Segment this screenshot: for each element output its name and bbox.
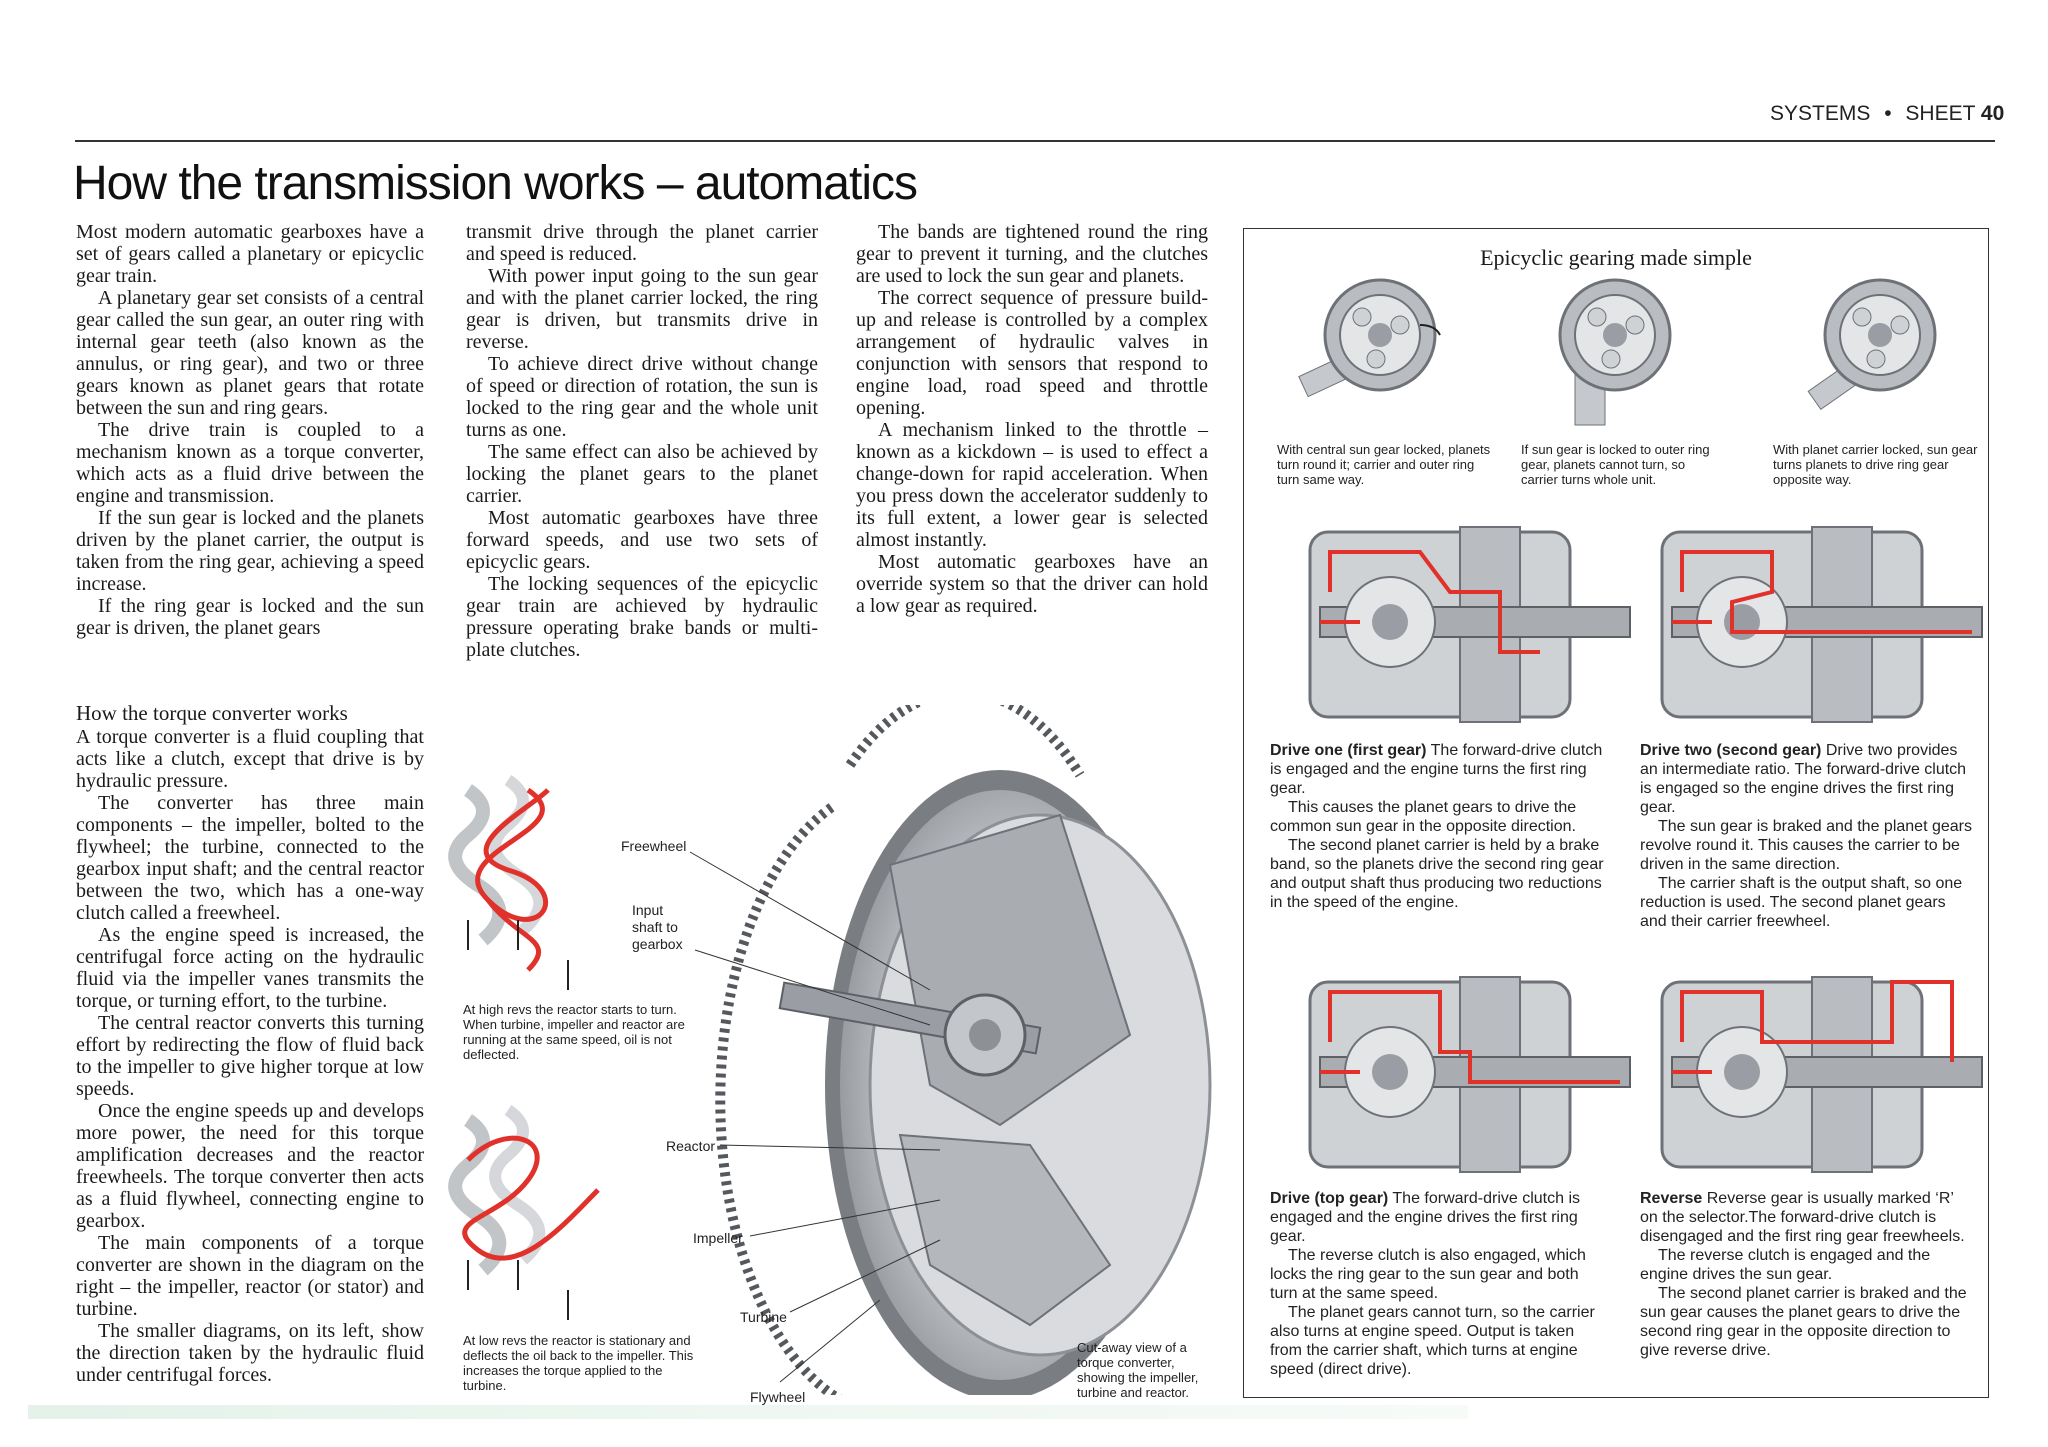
fluid-flow-high-revs-diagram [448,770,638,1000]
label-input-shaft: Input shaft to gearbox [632,902,683,952]
paragraph: If the ring gear is locked and the sun gear is driven, the planet gears [76,595,424,639]
paragraph: A planetary gear set consists of a central gear called the sun gear, an outer ring with internal gear teeth (also known as the annulus, or ring gear), and two or three gears known as planet gears that rotate between the sun and ring gears. [76,287,424,419]
caption-sun-ring-locked: If sun gear is locked to outer ring gear, planets cannot turn, so carrier turns whole unit. [1521,442,1710,487]
paragraph: The central reactor converts this turning effort by redirecting the flow of fluid back to the impeller to give higher torque at low speeds. [76,1012,424,1100]
paragraph: A mechanism linked to the throttle – known as a kickdown – is used to effect a change-down for rapid acceleration. When you press down the accelerator suddenly to its full extent, a lower gear is selected almost instantly. [856,419,1208,551]
reverse-text: The second planet carrier is braked and the sun gear causes the planet gears to drive the second ring gear in the opposite direction to give reverse drive. [1640,1285,1967,1359]
sheet-header [1770,102,2004,126]
gearbox-diagram-reverse [1652,962,1992,1182]
gear-illustration-carrier-locked [1770,265,1970,430]
gearbox-diagram-drive-two [1652,512,1992,732]
label-impeller: Impeller [693,1230,743,1246]
reverse-caption [1640,1189,1975,1360]
gear-illustration-sun-locked [1290,265,1490,430]
drive-two-caption [1640,741,1975,931]
torque-converter-text [76,702,424,1386]
paragraph: transmit drive through the planet carrier and speed is reduced. [466,221,818,265]
section-label: SYSTEMS [1770,102,1871,125]
drive-one-text: This causes the planet gears to drive the common sun gear in the opposite direction. [1270,799,1577,835]
drive-one-text: The second planet carrier is held by a brake band, so the planets drive the second ring gear and output shaft thus producing two reductions in the speed of the engine. [1270,837,1604,911]
paragraph: The converter has three main components – the impeller, bolted to the flywheel; the turbine, connected to the gearbox input shaft; and the central reactor between the two, which has a one-way clutch called a freewheel. [76,792,424,924]
drive-one-text: The forward-drive clutch is engaged and the engine turns the first ring gear. [1270,742,1603,797]
paragraph: The main components of a torque converter are shown in the diagram on the right – the impeller, reactor (or stator) and turbine. [76,1232,424,1320]
page-title: How the transmission works – automatics [73,157,917,210]
text-column-2 [466,221,818,661]
caption-cutaway: Cut-away view of a torque converter, showing the impeller, turbine and reactor. [1077,1340,1199,1400]
paragraph: If the sun gear is locked and the planets driven by the planet carrier, the output is taken from the ring gear, achieving a speed increase. [76,507,424,595]
top-gear-caption [1270,1189,1610,1379]
paragraph: The same effect can also be achieved by locking the planet gears to the planet carrier. [466,441,818,507]
label-freewheel: Freewheel [621,838,687,854]
paragraph: The smaller diagrams, on its left, show the direction taken by the hydraulic fluid under centrifugal forces. [76,1320,424,1386]
drive-two-title: Drive two (second gear) [1640,742,1822,759]
top-gear-text: The reverse clutch is also engaged, which locks the ring gear to the sun gear and both turn at the same speed. [1270,1247,1586,1302]
gearbox-diagram-top-gear [1300,962,1640,1182]
gearbox-diagram-drive-one [1300,512,1640,732]
sheet-label: SHEET [1905,102,1976,125]
paragraph: A torque converter is a fluid coupling that acts like a clutch, except that drive is by hydraulic pressure. [76,726,424,792]
paragraph: Most modern automatic gearboxes have a set of gears called a planetary or epicyclic gear train. [76,221,424,287]
caption-sun-locked: With central sun gear locked, planets turn round it; carrier and outer ring turn same way. [1277,442,1491,487]
drive-one-title: Drive one (first gear) [1270,742,1427,759]
paragraph: The locking sequences of the epicyclic gear train are achieved by hydraulic pressure operating brake bands or multi-plate clutches. [466,573,818,661]
reverse-text: Reverse gear is usually marked ‘R’ on the selector.The forward-drive clutch is disengaged and the first ring gear freewheels. [1640,1190,1965,1245]
paragraph: The bands are tightened round the ring gear to prevent it turning, and the clutches are used to lock the sun gear and planets. [856,221,1208,287]
drive-one-caption [1270,741,1610,912]
drive-two-text: The carrier shaft is the output shaft, so one reduction is used. The second planet gears and their carrier freewheel. [1640,875,1963,930]
top-gear-title: Drive (top gear) [1270,1190,1389,1207]
paragraph: Once the engine speeds up and develops more power, the need for this torque amplification decreases and the reactor freewheels. The torque converter then acts as a fluid flywheel, connecting engine to gearbox. [76,1100,424,1232]
paragraph: Most automatic gearboxes have an override system so that the driver can hold a low gear as required. [856,551,1208,617]
caption-high-revs: At high revs the reactor starts to turn. When turbine, impeller and reactor are running at the same speed, oil is not deflected. [463,1002,685,1062]
paragraph: Most automatic gearboxes have three forward speeds, and use two sets of epicyclic gears. [466,507,818,573]
paragraph: As the engine speed is increased, the centrifugal force acting on the hydraulic fluid via the impeller vanes transmits the torque, or turning effort, to the turbine. [76,924,424,1012]
text-column-1 [76,221,424,639]
torque-heading: How the torque converter works [76,701,348,725]
top-gear-text: The planet gears cannot turn, so the carrier also turns at engine speed. Output is taken from the carrier shaft, which turns at engine speed (direct drive). [1270,1304,1595,1378]
paragraph: The drive train is coupled to a mechanism known as a torque converter, which acts as a fluid drive between the engine and transmission. [76,419,424,507]
fluid-flow-low-revs-diagram [448,1100,638,1330]
sheet-number: 40 [1980,102,2005,125]
header-separator: • [1884,102,1892,125]
reverse-title: Reverse [1640,1190,1703,1207]
header-rule [75,140,1995,142]
drive-two-text: Drive two provides an intermediate ratio. The forward-drive clutch is engaged so the engine drives the first ring gear. [1640,742,1967,816]
label-turbine: Turbine [740,1309,787,1325]
drive-two-text: The sun gear is braked and the planet gears revolve round it. This causes the carrier to be driven in the same direction. [1640,818,1972,873]
top-gear-text: The forward-drive clutch is engaged and the engine drives the first ring gear. [1270,1190,1581,1245]
paragraph: To achieve direct drive without change of speed or direction of rotation, the sun is locked to the ring gear and the whole unit turns as one. [466,353,818,441]
epicyclic-title: Epicyclic gearing made simple [1480,245,1752,270]
label-flywheel: Flywheel [750,1389,806,1405]
paragraph: The correct sequence of pressure build-up and release is controlled by a complex arrangement of hydraulic valves in conjunction with sensors that respond to engine load, road speed and throttle opening. [856,287,1208,419]
scan-edge-band [28,1405,1468,1419]
gear-illustration-sun-ring-locked [1515,265,1715,430]
text-column-3 [856,221,1208,617]
caption-carrier-locked: With planet carrier locked, sun gear turns planets to drive ring gear opposite way. [1773,442,1978,487]
paragraph: With power input going to the sun gear and with the planet carrier locked, the ring gear is driven, but transmits drive in reverse. [466,265,818,353]
label-reactor: Reactor [666,1138,716,1154]
reverse-text: The reverse clutch is engaged and the engine drives the sun gear. [1640,1247,1931,1283]
label-leader-lines [680,840,980,1400]
caption-low-revs: At low revs the reactor is stationary and deflects the oil back to the impeller. This increases the torque applied to the turbine. [463,1333,694,1393]
